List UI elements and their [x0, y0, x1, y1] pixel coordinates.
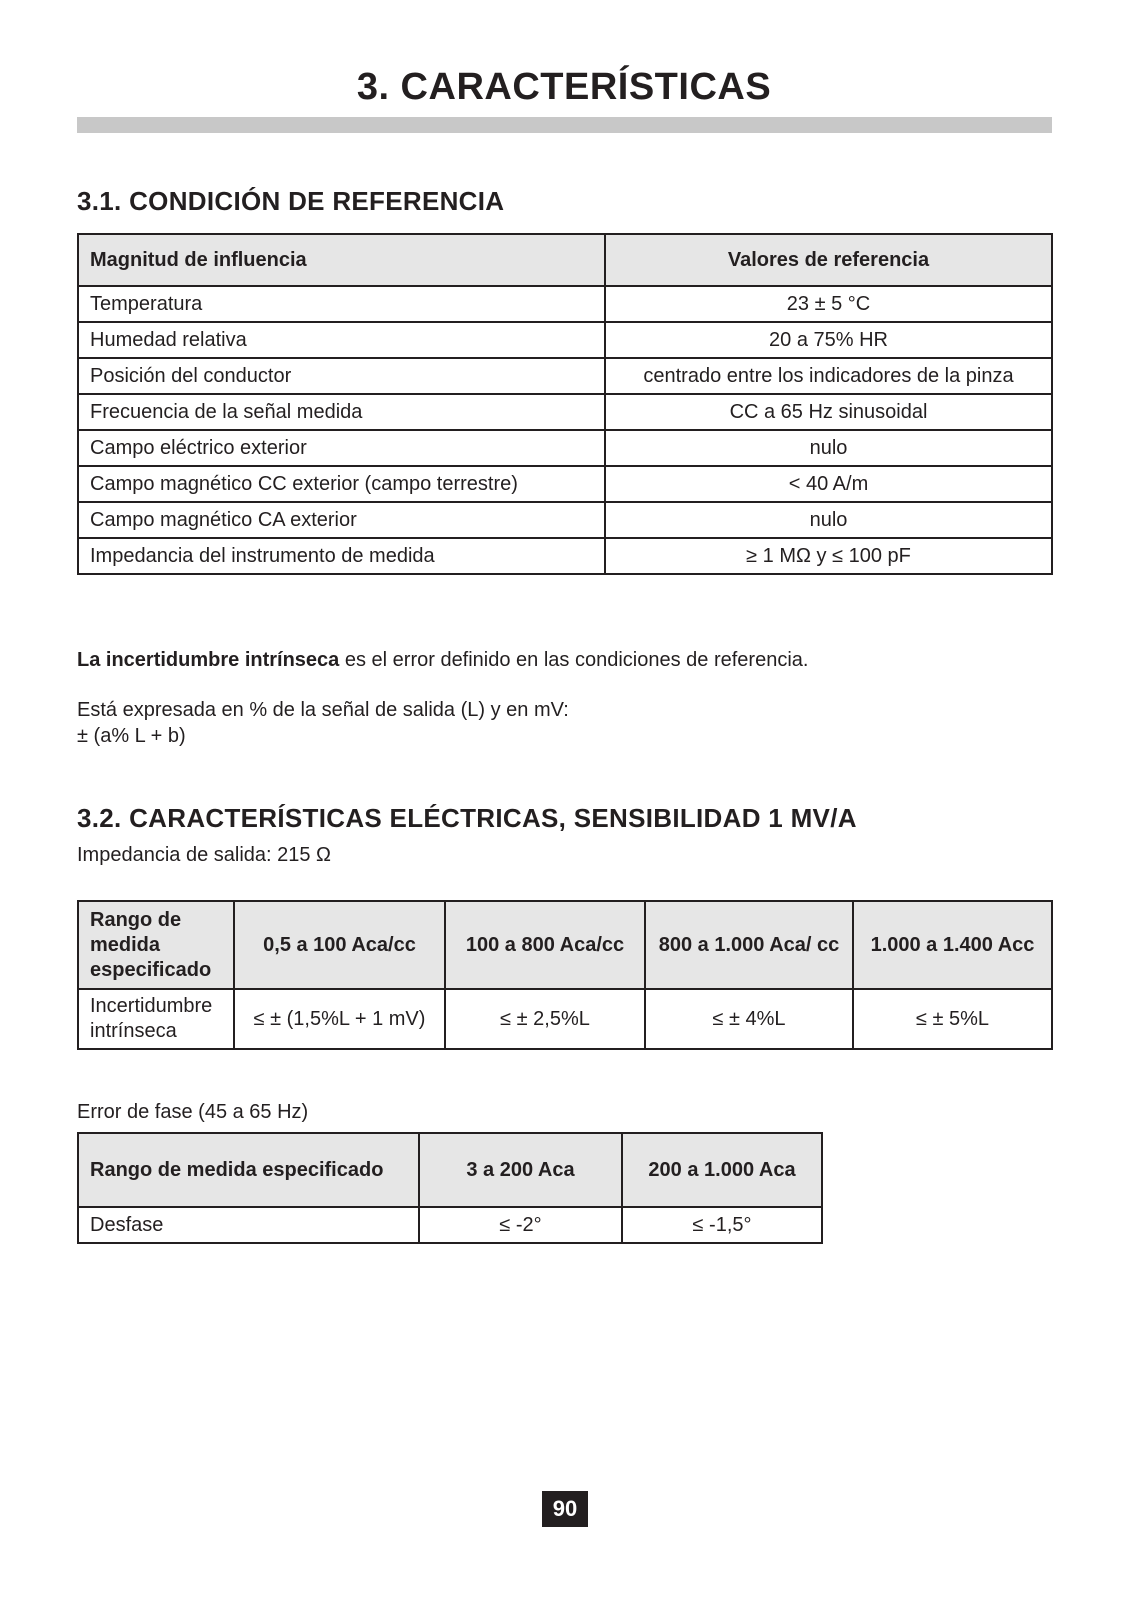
electrical-characteristics-table [77, 900, 1053, 1050]
row-label: Posición del conductor [78, 358, 605, 394]
page-title: 3. CARACTERÍSTICAS [356, 66, 772, 108]
table-row [78, 286, 1052, 322]
table-row [78, 538, 1052, 574]
intrinsic-uncertainty-definition: es el error definido en las condiciones de referencia. [339, 649, 809, 671]
uncertainty-value: ≤ ± 4%L [645, 989, 853, 1049]
header-reference-values: Valores de referencia [605, 234, 1052, 286]
phase-error-table [77, 1132, 823, 1244]
table-row [78, 322, 1052, 358]
row-label: Campo eléctrico exterior [78, 430, 605, 466]
output-impedance: Impedancia de salida: 215 Ω [77, 844, 332, 866]
row-label: Temperatura [78, 286, 605, 322]
table-row [78, 466, 1052, 502]
uncertainty-value: ≤ ± 5%L [853, 989, 1052, 1049]
table-row [78, 358, 1052, 394]
phase-shift-value: ≤ -2° [419, 1207, 622, 1243]
title-underline-bar [77, 117, 1052, 133]
header-range-1: 3 a 200 Aca [419, 1133, 622, 1207]
table-row [78, 394, 1052, 430]
row-label-intrinsic-uncertainty: Incertidumbre intrínseca [78, 989, 234, 1049]
row-label: Humedad relativa [78, 322, 605, 358]
intrinsic-uncertainty-paragraph [77, 647, 808, 673]
table-header-row [78, 1133, 822, 1207]
uncertainty-value: ≤ ± 2,5%L [445, 989, 645, 1049]
row-value: 20 a 75% HR [605, 322, 1052, 358]
row-label: Impedancia del instrumento de medida [78, 538, 605, 574]
table-header-row [78, 234, 1052, 286]
phase-shift-value: ≤ -1,5° [622, 1207, 822, 1243]
table-row [78, 502, 1052, 538]
expressed-line-1: Está expresada en % de la señal de salida (L) y en mV: [77, 699, 569, 721]
table-row [78, 430, 1052, 466]
row-label: Frecuencia de la señal medida [78, 394, 605, 430]
header-measurement-range: Rango de medida especificado [78, 901, 234, 989]
page-number: 90 [542, 1491, 588, 1527]
row-value: 23 ± 5 °C [605, 286, 1052, 322]
header-range-1: 0,5 a 100 Aca/cc [234, 901, 445, 989]
row-value: centrado entre los indicadores de la pinza [605, 358, 1052, 394]
table-row [78, 1207, 822, 1243]
header-range-2: 100 a 800 Aca/cc [445, 901, 645, 989]
table-header-row [78, 901, 1052, 989]
reference-conditions-table [77, 233, 1053, 575]
row-value: < 40 A/m [605, 466, 1052, 502]
header-range-4: 1.000 a 1.400 Acc [853, 901, 1052, 989]
uncertainty-value: ≤ ± (1,5%L + 1 mV) [234, 989, 445, 1049]
header-range-2: 200 a 1.000 Aca [622, 1133, 822, 1207]
row-value: CC a 65 Hz sinusoidal [605, 394, 1052, 430]
intrinsic-uncertainty-term: La incertidumbre intrínseca [77, 649, 340, 671]
header-influence-magnitude: Magnitud de influencia [78, 234, 605, 286]
table-row [78, 989, 1052, 1049]
row-value: ≥ 1 MΩ y ≤ 100 pF [605, 538, 1052, 574]
header-measurement-range: Rango de medida especificado [78, 1133, 419, 1207]
phase-error-label: Error de fase (45 a 65 Hz) [77, 1101, 309, 1123]
row-label-phase-shift: Desfase [78, 1207, 419, 1243]
row-label: Campo magnético CA exterior [78, 502, 605, 538]
section-3-2-heading: 3.2. CARACTERÍSTICAS ELÉCTRICAS, SENSIBILIDAD 1 MV/A [77, 803, 857, 833]
row-value: nulo [605, 502, 1052, 538]
header-range-3: 800 a 1.000 Aca/ cc [645, 901, 853, 989]
row-value: nulo [605, 430, 1052, 466]
row-label: Campo magnético CC exterior (campo terrestre) [78, 466, 605, 502]
section-3-1-heading: 3.1. CONDICIÓN DE REFERENCIA [77, 186, 505, 216]
expressed-formula: ± (a% L + b) [77, 725, 186, 747]
